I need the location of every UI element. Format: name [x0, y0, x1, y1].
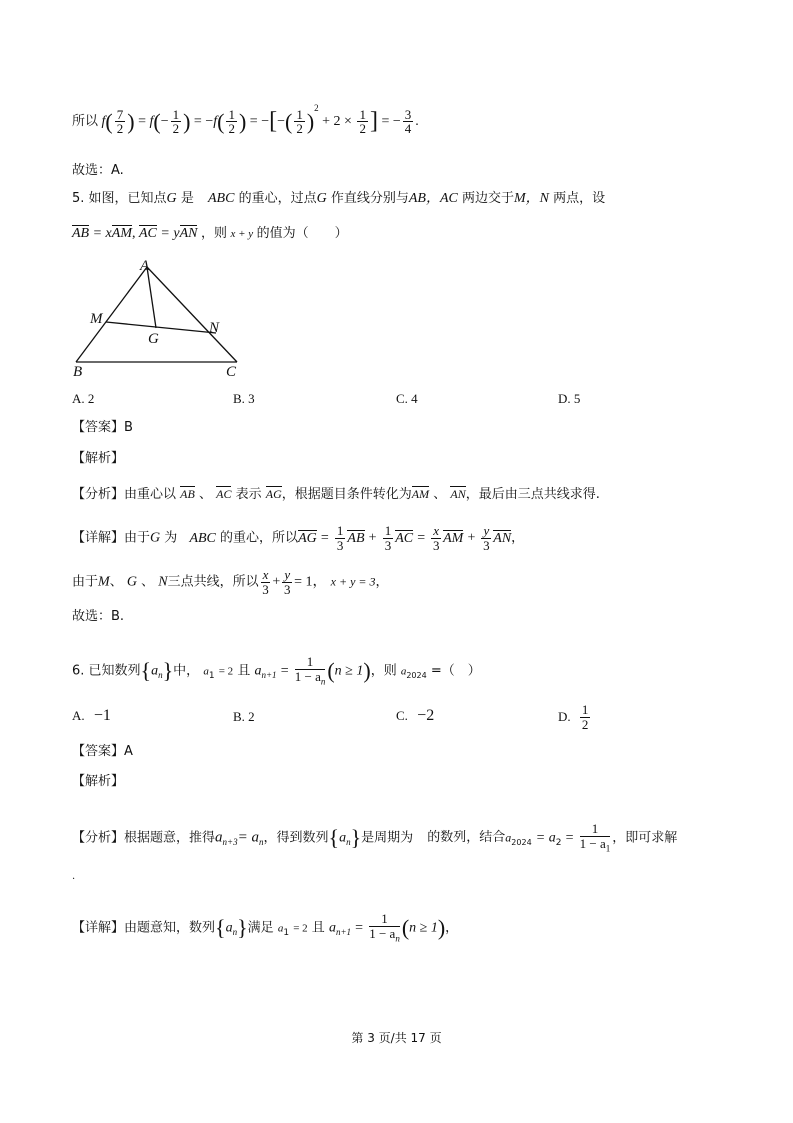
- text: ，则: [200, 226, 227, 241]
- den: 3: [336, 537, 344, 553]
- paren-open: (: [105, 108, 113, 134]
- sub-n: n: [158, 669, 163, 680]
- brace-close: }: [350, 824, 362, 850]
- q6-option-d: [558, 703, 592, 731]
- label-g: G: [148, 331, 159, 347]
- q5-conclusion: 故选：B.: [72, 609, 125, 624]
- comma: ，: [375, 574, 389, 590]
- num: 1: [295, 655, 326, 670]
- brace-open: {: [215, 914, 226, 940]
- text: 是: [180, 191, 194, 206]
- minus: −: [205, 114, 214, 129]
- text: 根据题意，推得: [124, 830, 216, 846]
- func-f: f: [213, 114, 218, 129]
- frac-x-3: [261, 568, 271, 596]
- text: 的值为（ ）: [256, 226, 348, 241]
- text: 由重心以: [124, 487, 177, 502]
- eq: =: [565, 830, 574, 846]
- num: 1: [369, 912, 400, 927]
- xiangjie-label: 【详解】: [72, 530, 125, 546]
- den: 3: [483, 537, 490, 553]
- plus: +: [272, 574, 281, 590]
- q5-option-a: A. 2: [72, 391, 95, 406]
- vector-ab: AB: [180, 487, 195, 501]
- paren-close: ): [306, 108, 315, 134]
- comma: ,: [132, 226, 136, 241]
- text: 两边交于: [462, 191, 515, 206]
- x-plus-y-eq-3: x + y = 3: [330, 574, 376, 589]
- den: 2: [172, 121, 180, 137]
- eq-a2: = a: [535, 830, 556, 846]
- paren-open: (: [401, 914, 410, 940]
- num: y: [284, 567, 291, 582]
- paren-close: ): [437, 914, 446, 940]
- func-f: f: [101, 114, 106, 129]
- paren-close: ): [238, 108, 247, 134]
- condition: n ≥ 1: [409, 920, 438, 936]
- sub-n: n: [346, 836, 351, 847]
- vector-an: AN: [179, 226, 198, 241]
- text: 6. 已知数列: [72, 663, 141, 679]
- vector-ac: AC: [395, 530, 414, 546]
- q6-option-b: B. 2: [233, 709, 255, 724]
- sep: 、: [109, 574, 123, 590]
- eq-x: = x: [92, 226, 112, 241]
- label-m: M: [90, 311, 103, 327]
- den: 2: [359, 121, 366, 137]
- point-g: G: [166, 191, 177, 206]
- vector-ag: AG: [298, 530, 317, 546]
- eq-2: = 2: [218, 665, 234, 678]
- text: 由题意知，数列: [124, 920, 216, 936]
- eq: =: [193, 114, 202, 129]
- q6-fenxi-dot: .: [72, 871, 76, 882]
- paren-open: (: [217, 108, 225, 134]
- q6-option-a: [72, 707, 111, 725]
- sub-1: 1: [283, 927, 290, 938]
- q5-answer: [72, 421, 133, 434]
- text: 表示: [235, 487, 262, 502]
- num: y: [483, 523, 490, 538]
- frac-recurrence: [295, 655, 326, 687]
- text: 且: [311, 920, 325, 936]
- vector-am: AM: [411, 487, 430, 501]
- den: 3: [432, 537, 440, 553]
- vector-ab: AB: [347, 530, 365, 546]
- den: 2: [581, 716, 589, 732]
- fenxi-label: 【分析】: [72, 487, 125, 502]
- frac-y-3: [481, 524, 491, 552]
- text: ，则: [370, 663, 397, 679]
- q5-collinear: [72, 568, 389, 596]
- option-label: C.: [396, 708, 408, 723]
- point-g: G: [150, 530, 161, 546]
- fenxi-label: 【分析】: [72, 830, 125, 846]
- label-a: A: [140, 258, 150, 274]
- condition: n ≥ 1: [334, 663, 364, 679]
- q6-jiexi: 【解析】: [72, 774, 125, 789]
- label-c: C: [226, 364, 237, 380]
- plus: +: [467, 530, 476, 546]
- minus: −: [160, 114, 169, 129]
- comma: ，: [445, 920, 459, 936]
- paren-close: ): [127, 108, 135, 134]
- text: 中，: [173, 663, 200, 679]
- brace-open: {: [140, 657, 152, 683]
- num: 1: [384, 523, 392, 538]
- plus: +: [368, 530, 377, 546]
- paren-close: ): [363, 657, 371, 683]
- eq: =: [381, 114, 390, 129]
- seq-a: a: [151, 663, 159, 679]
- text: =（ ）: [430, 663, 481, 679]
- den: 3: [262, 581, 269, 597]
- sub-1: 1: [605, 843, 611, 854]
- a-n1: a: [254, 663, 262, 679]
- den: 4: [404, 121, 412, 137]
- point-g: G: [316, 191, 327, 206]
- comma: ，: [511, 530, 525, 546]
- q6-xiangjie: [72, 912, 458, 944]
- q5-xiangjie: [72, 524, 524, 552]
- frac-3-4: [403, 108, 414, 136]
- sub-n: n: [258, 836, 264, 847]
- q5-fenxi: [72, 488, 600, 501]
- sub-2: 2: [555, 837, 562, 848]
- frac-recurrence: [580, 822, 611, 854]
- q5-option-b: B. 3: [233, 391, 255, 406]
- eq: =: [355, 920, 364, 936]
- option-value: −1: [93, 707, 111, 724]
- triangle-abc: ABC: [207, 191, 235, 206]
- text-prefix: 所以: [72, 114, 99, 129]
- num: 1: [580, 822, 611, 837]
- frac-1-2: [580, 703, 591, 731]
- sub-n: n: [232, 926, 238, 937]
- func-f: f: [149, 114, 154, 129]
- eq-one: = 1，: [294, 574, 327, 590]
- q5-jiexi: 【解析】: [72, 451, 125, 466]
- frac-1-3: [335, 524, 346, 552]
- answer-label: 【答案】: [72, 420, 125, 435]
- vector-an: AN: [450, 487, 466, 501]
- frac-1-2: [357, 108, 368, 136]
- vector-ab: AB: [72, 226, 90, 241]
- text: 是周期为: [361, 830, 414, 846]
- frac-x-3: [431, 524, 441, 552]
- sides: AB，AC: [408, 191, 458, 206]
- eq-an: = a: [237, 829, 259, 846]
- page-footer: 第 3 页/共 17 页: [351, 1031, 442, 1045]
- den: 2: [228, 121, 235, 137]
- den: 3: [384, 537, 392, 553]
- sub-n: n: [320, 676, 326, 687]
- solution-line-f: [72, 104, 419, 136]
- a-n1: a: [328, 920, 336, 936]
- period: .: [415, 114, 419, 129]
- den: [295, 670, 326, 687]
- eq-2: = 2: [293, 922, 308, 935]
- q6-option-c: [396, 707, 434, 725]
- option-value: −2: [417, 707, 435, 724]
- num: 1: [228, 106, 235, 122]
- num: 1: [581, 702, 589, 717]
- text: 的重心，所以: [220, 530, 299, 546]
- q5-line1: [72, 192, 605, 206]
- frac-1-3: [383, 524, 394, 552]
- vector-am: AM: [111, 226, 132, 241]
- eq: =: [417, 530, 426, 546]
- option-label: A.: [72, 708, 85, 723]
- paren-open: (: [327, 657, 335, 683]
- brace-close: }: [162, 657, 174, 683]
- paren-open: (: [153, 108, 161, 134]
- q6-fenxi: [72, 822, 677, 854]
- frac-1-2: [294, 108, 305, 136]
- eq: =: [320, 530, 329, 546]
- frac-7-2: [115, 108, 126, 136]
- a2024: a: [505, 830, 512, 845]
- point-m: M: [98, 574, 110, 590]
- sub-n: n: [395, 933, 400, 944]
- sub-1: 1: [208, 670, 215, 681]
- sep: 、: [433, 487, 447, 502]
- sub-n3: n+3: [222, 836, 238, 847]
- text: 由于: [124, 530, 151, 546]
- num: 1: [296, 106, 303, 122]
- num: 1: [359, 106, 366, 122]
- num: 1: [336, 523, 344, 538]
- side-ac: [147, 267, 237, 362]
- text: 的重心，过点: [238, 191, 317, 206]
- text: ，最后由三点共线求得.: [465, 487, 600, 502]
- minus: −: [261, 114, 270, 129]
- den: [580, 837, 611, 854]
- text: 的数列，结合: [427, 830, 506, 846]
- text: 作直线分别与: [330, 191, 409, 206]
- eq: =: [138, 114, 146, 129]
- label-b: B: [73, 364, 83, 380]
- a1: a: [277, 922, 284, 935]
- sep: 、: [198, 487, 212, 502]
- plus-times: + 2 ×: [322, 114, 352, 129]
- vector-ag: AG: [265, 487, 282, 501]
- line-ag: [147, 267, 156, 328]
- eq-y: = y: [160, 226, 180, 241]
- text: 为: [164, 530, 178, 546]
- num: x: [262, 567, 269, 582]
- sub-2024: 2024: [406, 670, 427, 680]
- seq-a: a: [225, 920, 233, 936]
- bracket-close: ]: [369, 108, 378, 135]
- a1: a: [203, 665, 209, 678]
- paren-open: (: [285, 108, 293, 134]
- frac-y-3: [282, 568, 292, 596]
- den-text: 1 − a: [294, 668, 321, 684]
- a-term: a: [215, 829, 223, 846]
- den: 2: [296, 121, 303, 137]
- brace-close: }: [237, 914, 248, 940]
- exponent: 2: [314, 103, 319, 113]
- text: ，得到数列: [263, 830, 329, 846]
- sub-2024: 2024: [511, 837, 532, 847]
- text: ，即可求解: [612, 830, 678, 846]
- brace-open: {: [328, 824, 340, 850]
- point-n: N: [158, 574, 168, 590]
- sep: 、: [141, 574, 155, 590]
- text: 两点，设: [553, 191, 606, 206]
- eq: =: [280, 663, 289, 679]
- vector-an: AN: [493, 530, 512, 546]
- q6-line1: [72, 655, 481, 687]
- den: [369, 927, 400, 944]
- answer-prev: 故选：A.: [72, 163, 124, 178]
- sub-n1: n+1: [261, 669, 277, 680]
- q5-line2: [72, 227, 348, 241]
- q5-option-d: D. 5: [558, 391, 581, 406]
- minus: −: [277, 114, 285, 129]
- seq-a: a: [339, 830, 347, 846]
- text: 由于: [72, 574, 99, 590]
- answer-value: A: [124, 744, 133, 759]
- vector-ac: AC: [216, 487, 232, 501]
- xiangjie-label: 【详解】: [72, 920, 125, 936]
- frac-recurrence: [369, 912, 400, 944]
- text: 且: [237, 663, 251, 679]
- num: 1: [172, 106, 180, 122]
- side-ab: [76, 267, 147, 362]
- vector-am: AM: [443, 530, 464, 546]
- expr-xy: x + y: [230, 228, 254, 240]
- den: 2: [116, 121, 124, 137]
- num: 7: [116, 106, 124, 122]
- minus: −: [392, 114, 401, 129]
- triangle-figure: [70, 255, 250, 380]
- text: 满足: [247, 920, 274, 936]
- option-label: D.: [558, 709, 571, 725]
- den-text: 1 − a: [579, 835, 606, 851]
- answer-value: B: [124, 420, 133, 435]
- points-mn: M，N: [514, 191, 550, 206]
- label-n: N: [209, 320, 220, 336]
- text: ，根据题目条件转化为: [281, 487, 412, 502]
- den: 3: [283, 581, 291, 597]
- den-text: 1 − a: [369, 925, 396, 941]
- vector-ac: AC: [139, 226, 157, 241]
- q6-answer: [72, 745, 133, 758]
- text: 三点共线，所以: [167, 574, 259, 590]
- sub-n1: n+1: [335, 926, 352, 937]
- triangle-abc: ABC: [189, 530, 216, 546]
- a2024: a: [400, 665, 407, 678]
- q5-option-c: C. 4: [396, 391, 418, 406]
- paren-close: ): [183, 108, 191, 134]
- bracket-open: [: [269, 108, 278, 135]
- eq: =: [249, 114, 258, 129]
- point-g: G: [126, 574, 137, 590]
- frac-1-2: [226, 108, 237, 136]
- frac-1-2: [171, 108, 182, 136]
- num: 3: [404, 106, 412, 122]
- answer-label: 【答案】: [72, 744, 125, 759]
- num: x: [433, 523, 440, 538]
- text: 5. 如图，已知点: [72, 191, 167, 206]
- line-mn: [106, 322, 216, 333]
